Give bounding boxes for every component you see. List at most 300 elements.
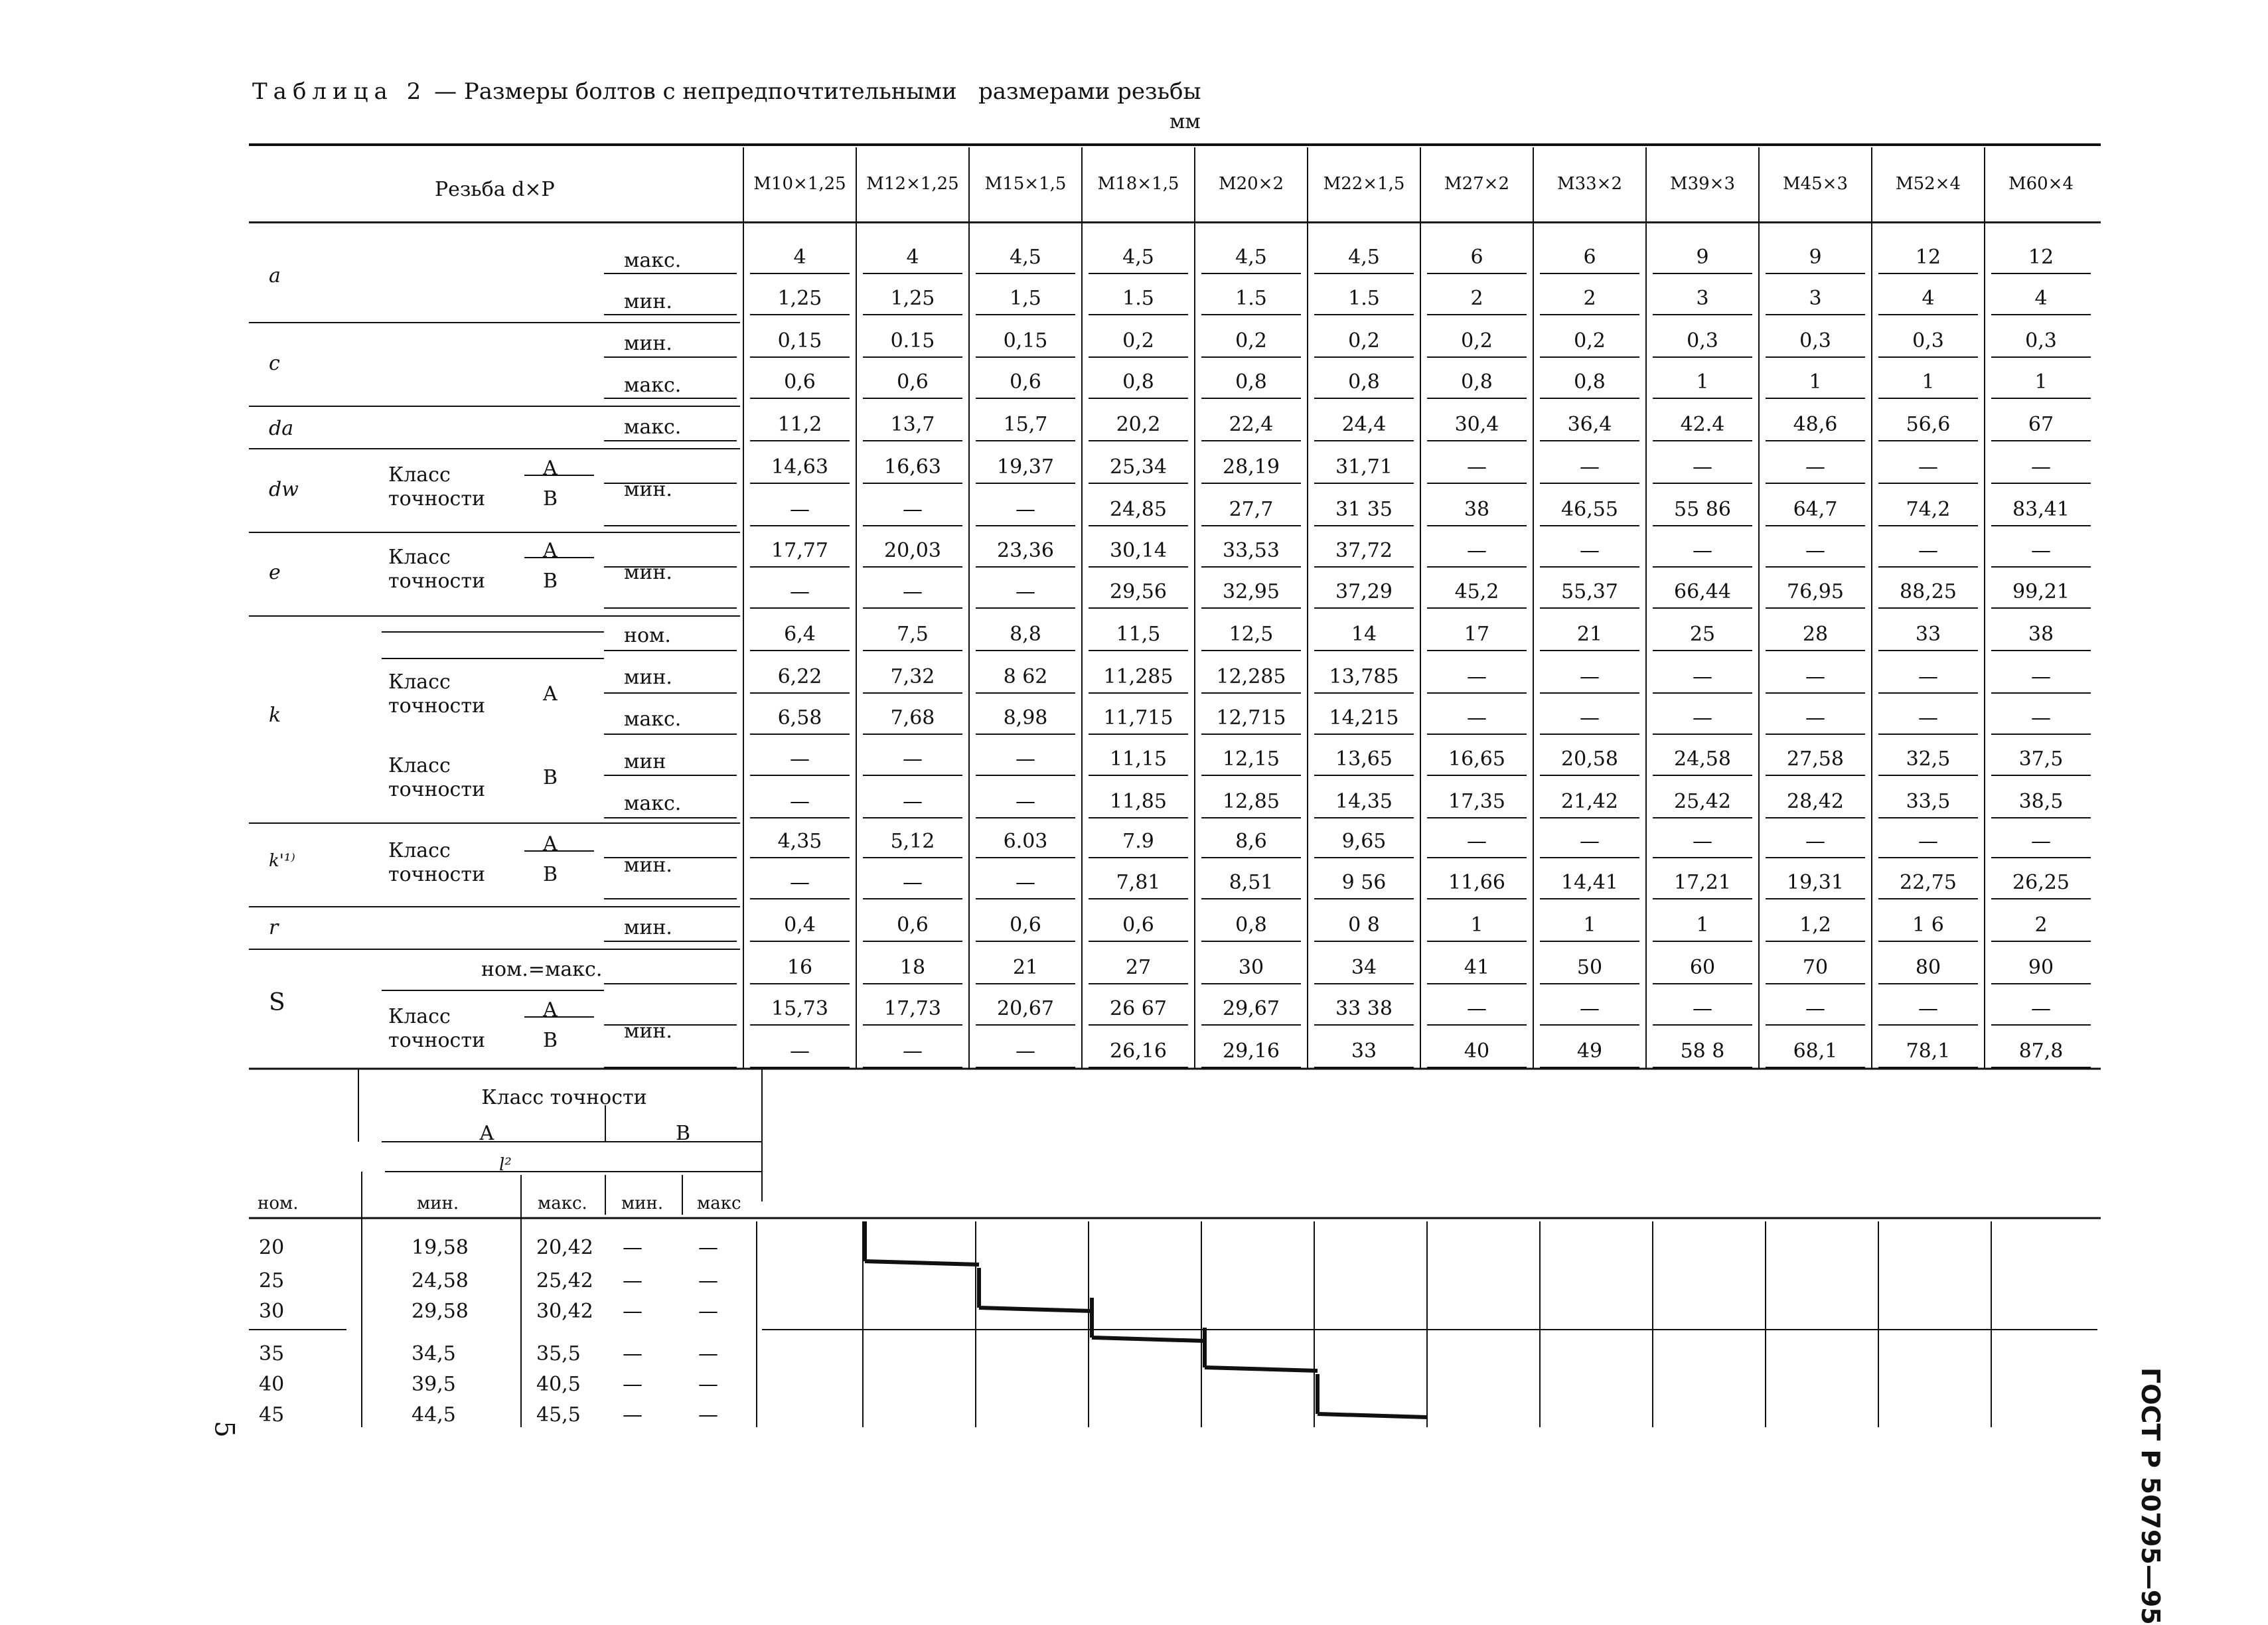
table-cell: — [903, 1040, 923, 1063]
table-cell: — [1805, 997, 1825, 1020]
table-cell: 27,7 [1229, 498, 1274, 521]
table-cell: 1.5 [1348, 287, 1380, 310]
lower-class-header: Класс точности [481, 1086, 647, 1109]
table-cell: 29,56 [1110, 580, 1167, 603]
table-cell: 17,21 [1674, 871, 1731, 894]
table-cell: — [1918, 997, 1938, 1020]
table-cell: 0,3 [2025, 329, 2057, 352]
table-cell: 20,67 [997, 997, 1054, 1020]
document-code: ГОСТ Р 50795—95 [2136, 1367, 2165, 1625]
tochnosti-k-b: точности [388, 778, 485, 801]
table-cell: 17 [1464, 623, 1490, 646]
lower-table-cell: — [623, 1236, 643, 1259]
header-thread-label: Резьба d×P [435, 178, 555, 201]
lower-col-min-b: мин. [621, 1194, 664, 1213]
table-cell: 90 [2028, 956, 2054, 979]
table-cell: 15,73 [771, 997, 828, 1020]
table-cell: 37,29 [1335, 580, 1393, 603]
table-cell: 0,8 [1574, 370, 1606, 394]
table-cell: — [1580, 997, 1600, 1020]
table-cell: 0,2 [1348, 329, 1380, 352]
table-cell: 16,63 [884, 455, 941, 479]
table-cell: 0,3 [1687, 329, 1718, 352]
qual-a-min: мин. [624, 290, 672, 313]
table-cell: 20,2 [1116, 413, 1161, 436]
table-cell: 1,5 [1010, 287, 1041, 310]
table-cell: — [790, 498, 810, 521]
qual-r-min: мин. [624, 916, 672, 939]
table-cell: — [1467, 706, 1487, 730]
klass-dw: Класс [388, 463, 451, 487]
table-cell: 37,72 [1335, 539, 1393, 562]
table-cell: 8,98 [1003, 706, 1048, 730]
table-cell: 22,4 [1229, 413, 1274, 436]
lower-table-cell: 25 [259, 1269, 285, 1292]
table-cell: 1 [1470, 913, 1483, 937]
table-cell: — [1693, 455, 1712, 479]
table-cell: 0,8 [1348, 370, 1380, 394]
lower-col-min: мин. [417, 1194, 459, 1213]
table-cell: 8,8 [1010, 623, 1041, 646]
table-cell: — [1467, 665, 1487, 688]
table-cell: 1 [1809, 370, 1822, 394]
table-cell: 12,85 [1223, 790, 1280, 813]
class-a-s: A [543, 998, 558, 1022]
table-cell: 41 [1464, 956, 1490, 979]
table-cell: — [2031, 539, 2051, 562]
class-a-k: A [543, 682, 558, 706]
class-a-e: A [543, 539, 558, 562]
table-cell: — [790, 790, 810, 813]
page-number: 5 [208, 1421, 240, 1438]
table-cell: 11,5 [1116, 623, 1161, 646]
table-cell: 55 86 [1674, 498, 1731, 521]
table-cell: — [1467, 455, 1487, 479]
qual-s-nom-max: ном.=макс. [481, 958, 603, 981]
table-cell: 1 6 [1912, 913, 1944, 937]
thread-header: M52×4 [1895, 174, 1961, 194]
table-cell: 6 [1583, 246, 1596, 269]
lower-table-cell: — [623, 1342, 643, 1365]
table-cell: 17,73 [884, 997, 941, 1020]
table-cell: — [903, 871, 923, 894]
table-cell: 83,41 [2012, 498, 2070, 521]
lower-table-cell: 45 [259, 1403, 285, 1427]
table-cell: 24,58 [1674, 747, 1731, 771]
qual-da-max: макс. [624, 416, 682, 439]
table-caption: — Размеры болтов с непредпочтительными размерами резьбы [427, 78, 1201, 105]
table-cell: 7,5 [897, 623, 929, 646]
table-cell: 33 38 [1335, 997, 1393, 1020]
table-cell: 14,35 [1335, 790, 1393, 813]
rule-line [1092, 1338, 1205, 1341]
table-cell: 50 [1576, 956, 1603, 979]
table-cell: 22,75 [1900, 871, 1957, 894]
rule-line [1205, 1367, 1318, 1371]
thread-header: M39×3 [1669, 174, 1736, 194]
lower-l-label: l² [499, 1155, 512, 1175]
table-cell: 27 [1125, 956, 1152, 979]
table-cell: 36,4 [1567, 413, 1612, 436]
table-cell: — [1693, 665, 1712, 688]
table-cell: 0,2 [1461, 329, 1493, 352]
table-cell: 0,6 [897, 370, 929, 394]
table-cell: 24,85 [1110, 498, 1167, 521]
table-cell: 0,8 [1461, 370, 1493, 394]
table-cell: 1 [1583, 913, 1596, 937]
lower-table-cell: — [623, 1373, 643, 1396]
table-cell: 68,1 [1793, 1040, 1838, 1063]
thread-header: M33×2 [1556, 174, 1623, 194]
table-cell: 32,95 [1223, 580, 1280, 603]
table-cell: — [1918, 706, 1938, 730]
unit-label: мм [1170, 110, 1201, 133]
table-cell: 87,8 [2018, 1040, 2064, 1063]
table-cell: 15,7 [1003, 413, 1048, 436]
table-cell: 21,42 [1561, 790, 1618, 813]
table-cell: 12 [1915, 246, 1941, 269]
table-cell: — [2031, 665, 2051, 688]
table-cell: 3 [1696, 287, 1709, 310]
class-a-k1: A [543, 832, 558, 856]
table-cell: 40 [1464, 1040, 1490, 1063]
table-cell: 1.5 [1122, 287, 1154, 310]
table-cell: 66,44 [1674, 580, 1731, 603]
table-cell: 11,66 [1448, 871, 1505, 894]
rule-line [865, 1261, 979, 1265]
table-number: Таблица 2 [252, 78, 427, 105]
table-cell: 12,5 [1229, 623, 1274, 646]
qual-k-a-max: макс. [624, 708, 682, 731]
table-cell: — [790, 871, 810, 894]
table-cell: 32,5 [1906, 747, 1951, 771]
table-cell: — [2031, 706, 2051, 730]
table-cell: 4 [793, 246, 806, 269]
table-cell: 1,25 [777, 287, 822, 310]
thread-header: M10×1,25 [753, 174, 846, 194]
table-cell: 37,5 [2018, 747, 2064, 771]
lower-table-cell: 29,58 [412, 1300, 469, 1323]
tochnosti-dw: точности [388, 487, 485, 510]
table-cell: 0,2 [1122, 329, 1154, 352]
table-cell: 6 [1470, 246, 1483, 269]
lower-table-cell: — [623, 1300, 643, 1323]
table-cell: 67 [2028, 413, 2054, 436]
table-cell: 13,785 [1329, 665, 1399, 688]
table-cell: 33 [1351, 1040, 1377, 1063]
table-cell: 1,25 [890, 287, 935, 310]
lower-table-cell: 30,42 [536, 1300, 593, 1323]
table-cell: 38 [2028, 623, 2054, 646]
qual-a-max: макс. [624, 249, 682, 272]
table-cell: 23,36 [997, 539, 1054, 562]
table-cell: 4,5 [1122, 246, 1154, 269]
table-cell: 2 [1583, 287, 1596, 310]
table-cell: 26,16 [1110, 1040, 1167, 1063]
table-cell: — [1016, 498, 1035, 521]
class-b-dw: B [543, 487, 558, 510]
lower-table-cell: 24,58 [412, 1269, 469, 1292]
label-r: r [269, 916, 279, 939]
table-cell: 26 67 [1110, 997, 1167, 1020]
table-cell: 12 [2028, 246, 2054, 269]
table-cell: — [1016, 1040, 1035, 1063]
table-cell: — [903, 498, 923, 521]
table-cell: — [1016, 871, 1035, 894]
class-b-s: B [543, 1029, 558, 1052]
lower-table-cell: 19,58 [412, 1236, 469, 1259]
qual-k1-min: мин. [624, 854, 672, 877]
table-cell: 12,715 [1216, 706, 1286, 730]
table-cell: 55,37 [1561, 580, 1618, 603]
table-cell: 0,6 [1122, 913, 1154, 937]
lower-table-cell: 40 [259, 1373, 285, 1396]
table-cell: 48,6 [1793, 413, 1838, 436]
table-cell: 11,2 [777, 413, 822, 436]
table-cell: — [903, 790, 923, 813]
table-cell: 2 [2034, 913, 2048, 937]
table-cell: — [1467, 830, 1487, 853]
table-cell: — [1693, 997, 1712, 1020]
table-cell: 99,21 [2012, 580, 2070, 603]
table-cell: 0,15 [777, 329, 822, 352]
table-cell: — [1918, 665, 1938, 688]
lower-col-maks: макс. [538, 1194, 587, 1213]
table-cell: 6,58 [777, 706, 822, 730]
table-cell: 25,42 [1674, 790, 1731, 813]
table-cell: — [1580, 539, 1600, 562]
label-k-prime: k'¹⁾ [269, 851, 295, 871]
lower-class-a: А [479, 1122, 494, 1145]
label-e: e [269, 561, 281, 584]
thread-header: M22×1,5 [1323, 174, 1405, 194]
table-cell: — [1918, 539, 1938, 562]
class-b-e: B [543, 570, 558, 593]
table-cell: — [1580, 665, 1600, 688]
table-cell: 4,5 [1235, 246, 1267, 269]
table-cell: 7.9 [1122, 830, 1154, 853]
table-cell: 9,65 [1341, 830, 1387, 853]
table-cell: 17,35 [1448, 790, 1505, 813]
table-cell: 19,37 [997, 455, 1054, 479]
table-cell: 14 [1351, 623, 1377, 646]
table-cell: 4 [906, 246, 919, 269]
lower-table-cell: 40,5 [536, 1373, 581, 1396]
table-cell: — [2031, 830, 2051, 853]
lower-table-cell: — [698, 1373, 718, 1396]
table-cell: 11,285 [1103, 665, 1173, 688]
table-cell: 13,65 [1335, 747, 1393, 771]
table-cell: — [790, 1040, 810, 1063]
thread-header: M45×3 [1782, 174, 1849, 194]
table-cell: 9 [1809, 246, 1822, 269]
lower-col-nom: ном. [258, 1194, 299, 1213]
table-cell: 14,63 [771, 455, 828, 479]
table-cell: 0,6 [1010, 370, 1041, 394]
table-cell: 0,4 [784, 913, 816, 937]
table-cell: 0,6 [1010, 913, 1041, 937]
table-cell: 28,42 [1787, 790, 1844, 813]
table-cell: 5,12 [890, 830, 935, 853]
table-cell: 29,67 [1223, 997, 1280, 1020]
table-cell: 12,285 [1216, 665, 1286, 688]
table-cell: 45,2 [1454, 580, 1499, 603]
table-cell: 0,6 [897, 913, 929, 937]
qual-dw-min: мин. [624, 478, 672, 501]
table-cell: 78,1 [1906, 1040, 1951, 1063]
table-cell: 28 [1802, 623, 1829, 646]
klass-k-a: Класс [388, 670, 451, 694]
table-cell: 1 [1922, 370, 1935, 394]
tochnosti-k-a: точности [388, 694, 485, 718]
tochnosti-k1: точности [388, 863, 485, 886]
table-cell: 11,715 [1103, 706, 1173, 730]
table-cell: 1 [2034, 370, 2048, 394]
table-cell: 6,4 [784, 623, 816, 646]
thread-header: M18×1,5 [1097, 174, 1179, 194]
klass-e: Класс [388, 546, 451, 569]
table-cell: 0,6 [784, 370, 816, 394]
lower-table-cell: 20,42 [536, 1236, 593, 1259]
table-cell: 80 [1915, 956, 1941, 979]
table-cell: 20,03 [884, 539, 941, 562]
table-cell: — [1805, 539, 1825, 562]
table-cell: — [1580, 706, 1600, 730]
table-cell: 13,7 [890, 413, 935, 436]
table-cell: 33,53 [1223, 539, 1280, 562]
table-cell: 49 [1576, 1040, 1603, 1063]
table-cell: 88,25 [1900, 580, 1957, 603]
class-b-k1: B [543, 863, 558, 886]
class-b-k: B [543, 766, 558, 789]
table-cell: 31 35 [1335, 498, 1393, 521]
table-cell: — [1805, 455, 1825, 479]
table-cell: 70 [1802, 956, 1829, 979]
label-c: c [269, 352, 280, 375]
table-cell: 3 [1809, 287, 1822, 310]
table-cell: 6.03 [1003, 830, 1048, 853]
table-cell: — [1805, 830, 1825, 853]
table-cell: 29,16 [1223, 1040, 1280, 1063]
table-cell: 17,77 [771, 539, 828, 562]
table-cell: — [2031, 997, 2051, 1020]
table-cell: — [790, 747, 810, 771]
table-cell: 4,5 [1010, 246, 1041, 269]
rule-line [979, 1308, 1092, 1311]
table-cell: 7,68 [890, 706, 935, 730]
table-cell: 46,55 [1561, 498, 1618, 521]
table-cell: — [1016, 790, 1035, 813]
lower-table-cell: 35,5 [536, 1342, 581, 1365]
table-cell: 9 56 [1341, 871, 1387, 894]
lower-table-cell: 39,5 [412, 1373, 456, 1396]
table-cell: — [790, 580, 810, 603]
klass-k1: Класс [388, 839, 451, 862]
lower-table-cell: 45,5 [536, 1403, 581, 1427]
table-cell: 56,6 [1906, 413, 1951, 436]
lower-table-cell: — [698, 1300, 718, 1323]
label-k: k [269, 704, 281, 727]
qual-c-min: мин. [624, 332, 672, 355]
class-a-dw: A [543, 457, 558, 480]
table-cell: 33 [1915, 623, 1941, 646]
thread-header: M20×2 [1218, 174, 1284, 194]
table-cell: 25 [1689, 623, 1716, 646]
thread-header: M27×2 [1444, 174, 1510, 194]
qual-s-min: мин. [624, 1020, 672, 1043]
qual-k-b-min: мин [624, 750, 666, 773]
lower-class-b: В [676, 1122, 691, 1145]
table-cell: — [1805, 665, 1825, 688]
table-cell: 74,2 [1906, 498, 1951, 521]
table-cell: 4,35 [777, 830, 822, 853]
table-cell: — [1016, 747, 1035, 771]
table-cell: — [1693, 539, 1712, 562]
table-cell: 1,2 [1799, 913, 1831, 937]
lower-table-cell: — [623, 1269, 643, 1292]
lower-table-cell: — [698, 1269, 718, 1292]
lower-table-cell: — [698, 1342, 718, 1365]
table-cell: 38,5 [2018, 790, 2064, 813]
label-da: da [269, 417, 294, 440]
table-cell: — [1467, 539, 1487, 562]
lower-table-cell: 20 [259, 1236, 285, 1259]
qual-e-min: мин. [624, 561, 672, 584]
table-cell: 0,2 [1235, 329, 1267, 352]
table-cell: 76,95 [1787, 580, 1844, 603]
table-cell: 21 [1576, 623, 1603, 646]
table-cell: 60 [1689, 956, 1716, 979]
table-cell: — [1693, 830, 1712, 853]
lower-table-cell: 30 [259, 1300, 285, 1323]
qual-k-b-max: макс. [624, 792, 682, 815]
table-cell: 34 [1351, 956, 1377, 979]
table-cell: 33,5 [1906, 790, 1951, 813]
table-cell: 0,2 [1574, 329, 1606, 352]
table-cell: 30,14 [1110, 539, 1167, 562]
table-cell: 11,85 [1110, 790, 1167, 813]
lower-table-cell: — [698, 1236, 718, 1259]
table-cell: — [1693, 706, 1712, 730]
table-cell: 58 8 [1680, 1040, 1725, 1063]
table-cell: 8 62 [1003, 665, 1048, 688]
table-cell: 1.5 [1235, 287, 1267, 310]
thread-header: M15×1,5 [984, 174, 1067, 194]
table-cell: 11,15 [1110, 747, 1167, 771]
table-cell: — [1918, 455, 1938, 479]
lower-table-cell: 25,42 [536, 1269, 593, 1292]
lower-table-cell: — [698, 1403, 718, 1427]
table-cell: 0,8 [1235, 913, 1267, 937]
table-cell: 42.4 [1680, 413, 1725, 436]
klass-k-b: Класс [388, 754, 451, 777]
table-cell: 64,7 [1793, 498, 1838, 521]
table-cell: 25,34 [1110, 455, 1167, 479]
qual-c-max: макс. [624, 374, 682, 397]
table-cell: 14,41 [1561, 871, 1618, 894]
rule-line [1318, 1414, 1427, 1417]
table-cell: 4 [2034, 287, 2048, 310]
table-cell: 0,8 [1235, 370, 1267, 394]
lower-table-cell: — [623, 1403, 643, 1427]
table-cell: — [1580, 830, 1600, 853]
table-cell: 0,3 [1799, 329, 1831, 352]
table-cell: 0,8 [1122, 370, 1154, 394]
table-cell: 27,58 [1787, 747, 1844, 771]
table-cell: 26,25 [2012, 871, 2070, 894]
table-cell: 21 [1012, 956, 1039, 979]
table-cell: — [1805, 706, 1825, 730]
